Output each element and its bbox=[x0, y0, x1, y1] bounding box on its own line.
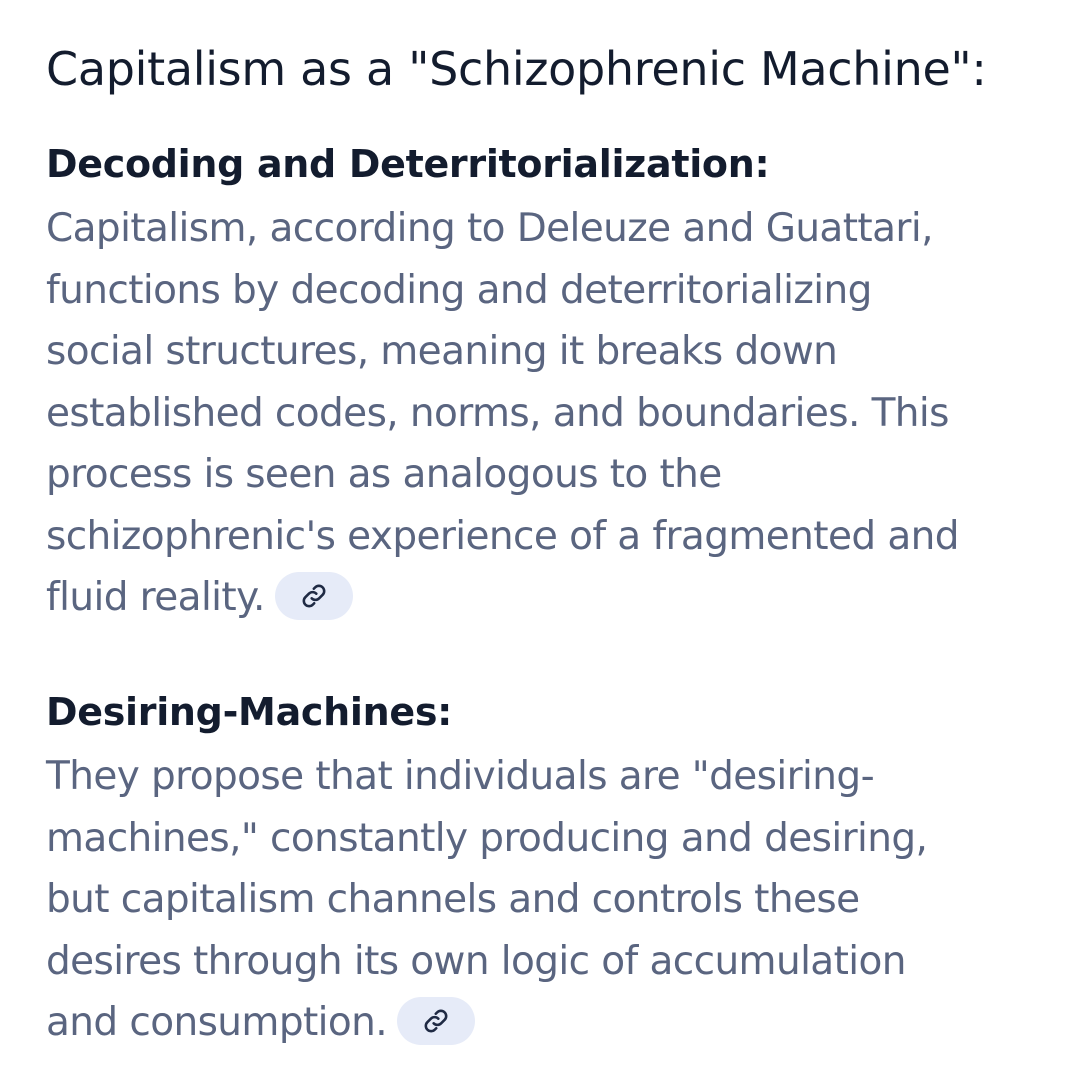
body-line: schizophrenic's experience of a fragmented and bbox=[46, 513, 959, 559]
body-line: but capitalism channels and controls these bbox=[46, 877, 860, 922]
body-line: established codes, norms, and boundaries. This bbox=[46, 390, 949, 436]
section-heading: Decoding and Deterritorialization: bbox=[46, 142, 770, 186]
body-line: social structures, meaning it breaks down bbox=[46, 329, 838, 374]
body-line-text: and consumption. bbox=[46, 1000, 388, 1045]
section-body bbox=[46, 746, 1046, 1054]
link-icon bbox=[300, 582, 328, 610]
source-link-button[interactable] bbox=[275, 572, 353, 620]
body-line: desires through its own logic of accumulation bbox=[46, 938, 906, 984]
body-line: functions by decoding and deterritorializing bbox=[46, 267, 872, 313]
body-line-last bbox=[46, 992, 1046, 1054]
section-heading: Desiring-Machines: bbox=[46, 690, 453, 734]
body-line: machines," constantly producing and desiring, bbox=[46, 815, 928, 861]
section-decoding bbox=[46, 138, 1046, 629]
section-desiring-machines bbox=[46, 686, 1046, 1054]
section-body bbox=[46, 198, 1046, 629]
link-icon bbox=[422, 1007, 450, 1035]
body-line: process is seen as analogous to the bbox=[46, 452, 722, 497]
body-line-text: fluid reality. bbox=[46, 575, 265, 620]
page-title: Capitalism as a "Schizophrenic Machine": bbox=[46, 42, 987, 96]
body-line: They propose that individuals are "desiring- bbox=[46, 754, 875, 799]
source-link-button[interactable] bbox=[397, 997, 475, 1045]
body-line: Capitalism, according to Deleuze and Guattari, bbox=[46, 206, 933, 251]
body-line-last bbox=[46, 567, 1046, 629]
